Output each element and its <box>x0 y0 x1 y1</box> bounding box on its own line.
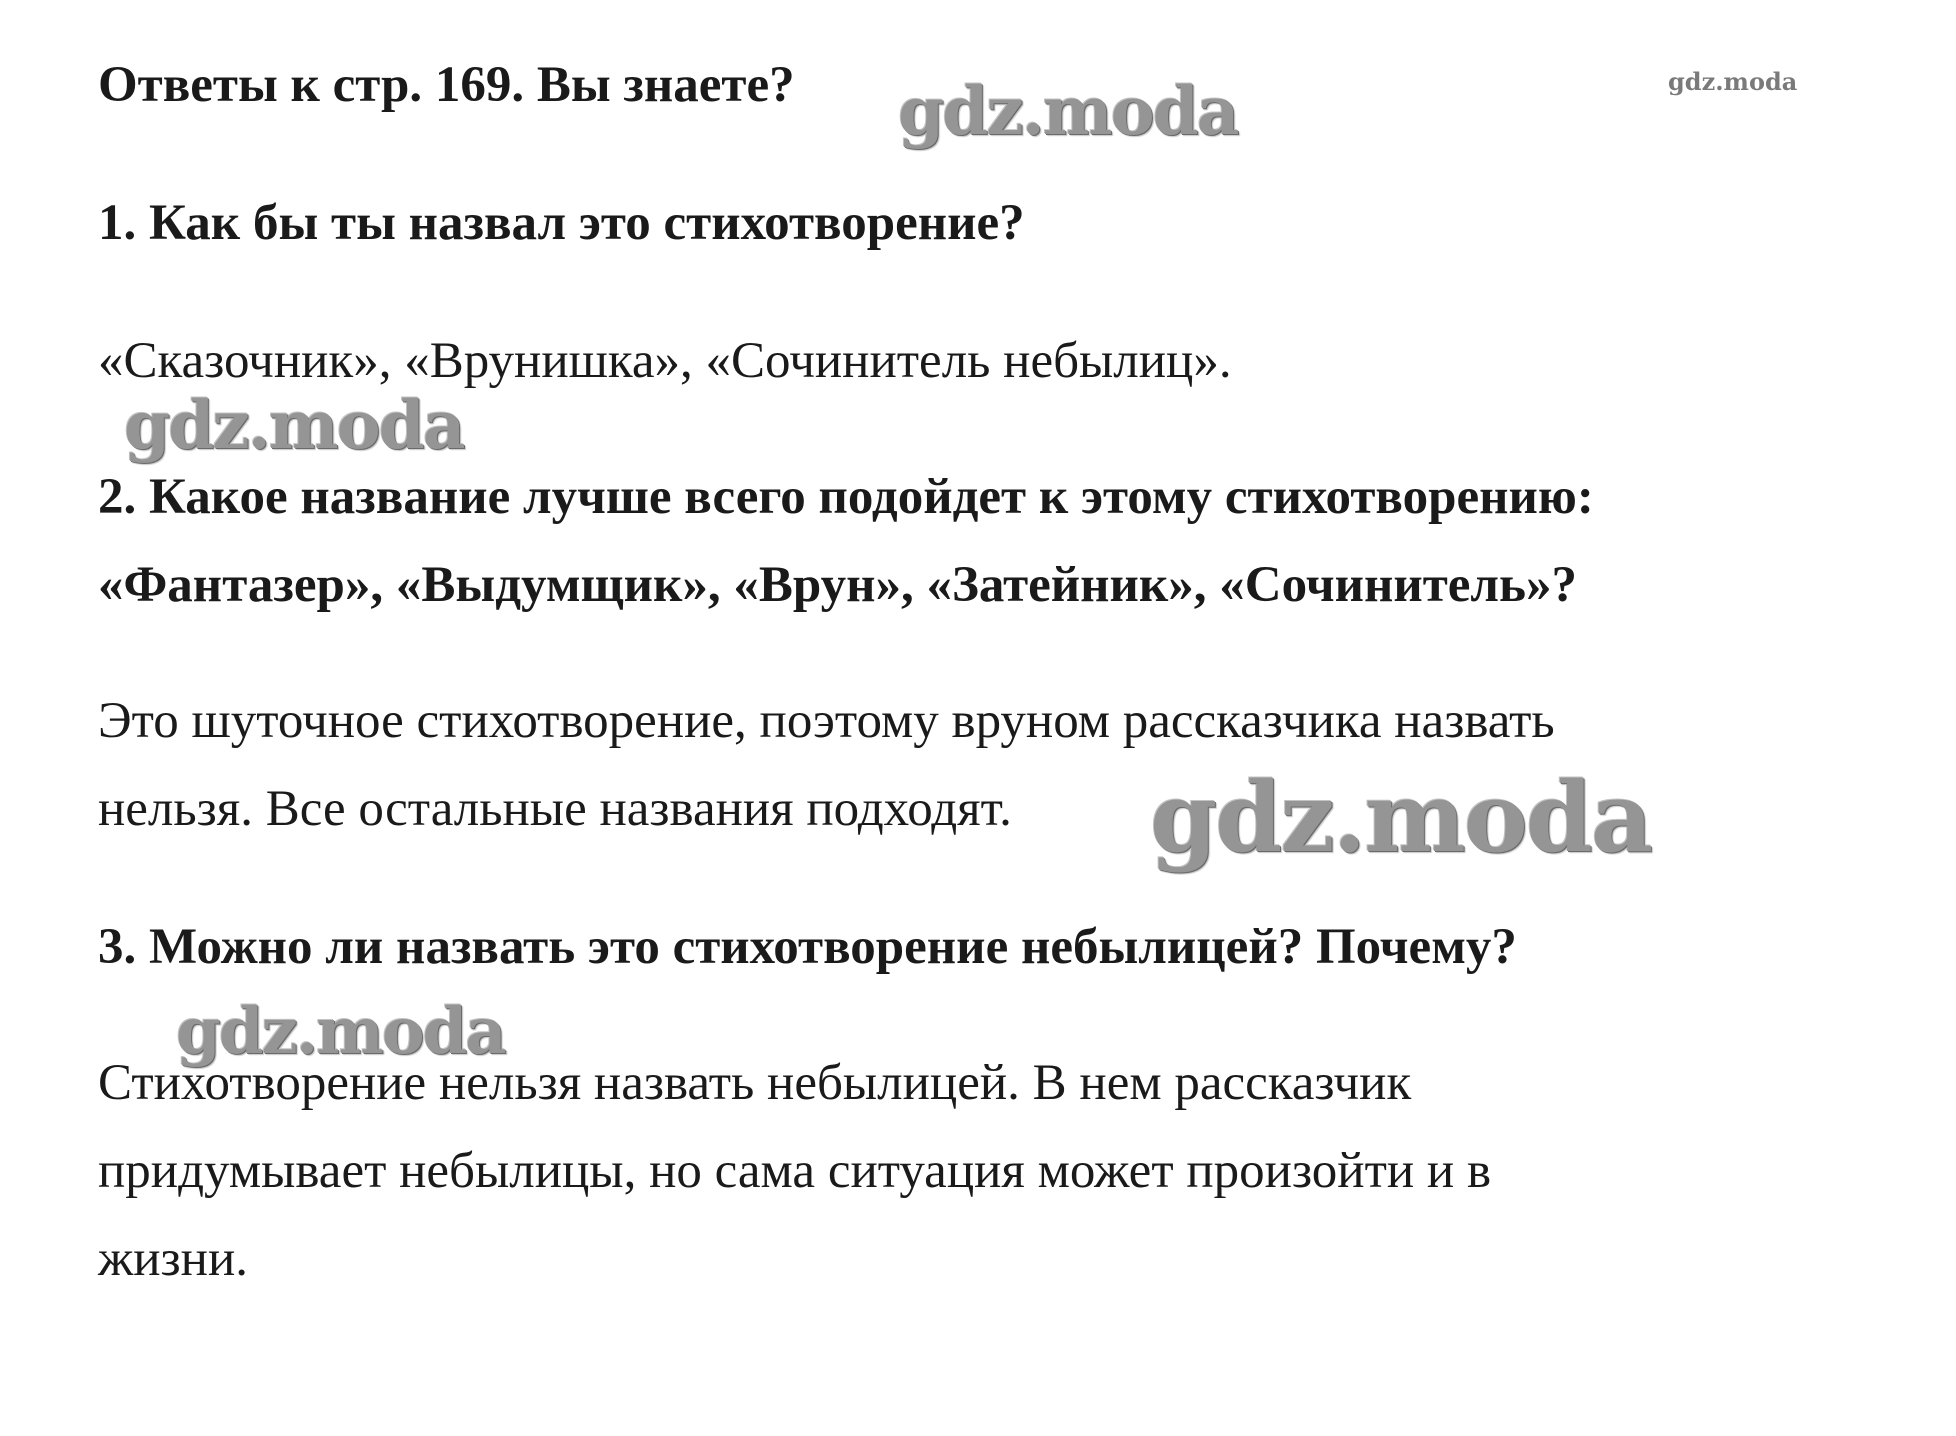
watermark-corner: gdz.moda <box>1668 67 1798 96</box>
question-2-line-2: «Фантазер», «Выдумщик», «Врун», «Затейник», «Сочинитель»? <box>98 557 1577 613</box>
watermark-top: gdz.moda <box>898 72 1238 150</box>
question-1: 1. Как бы ты назвал это стихотворение? <box>98 195 1025 251</box>
answer-2-line-2: нельзя. Все остальные названия подходят. <box>98 781 1012 837</box>
answer-3-line-1: Стихотворение нельзя назвать небылицей. В нем рассказчик <box>98 1055 1412 1111</box>
answer-3-line-3: жизни. <box>98 1231 249 1287</box>
watermark-left-2: gdz.moda <box>176 994 505 1069</box>
answer-2-line-1: Это шуточное стихотворение, поэтому вруном рассказчика назвать <box>98 693 1555 749</box>
answer-1: «Сказочник», «Врунишка», «Сочинитель небылиц». <box>98 333 1232 389</box>
question-3: 3. Можно ли назвать это стихотворение небылицей? Почему? <box>98 919 1517 975</box>
question-2-line-1: 2. Какое название лучше всего подойдет к этому стихотворению: <box>98 469 1594 525</box>
page-title: Ответы к стр. 169. Вы знаете? <box>98 57 795 113</box>
watermark-left-1: gdz.moda <box>124 386 464 464</box>
watermark-center: gdz.moda <box>1150 761 1652 874</box>
answer-3-line-2: придумывает небылицы, но сама ситуация может произойти и в <box>98 1143 1492 1199</box>
